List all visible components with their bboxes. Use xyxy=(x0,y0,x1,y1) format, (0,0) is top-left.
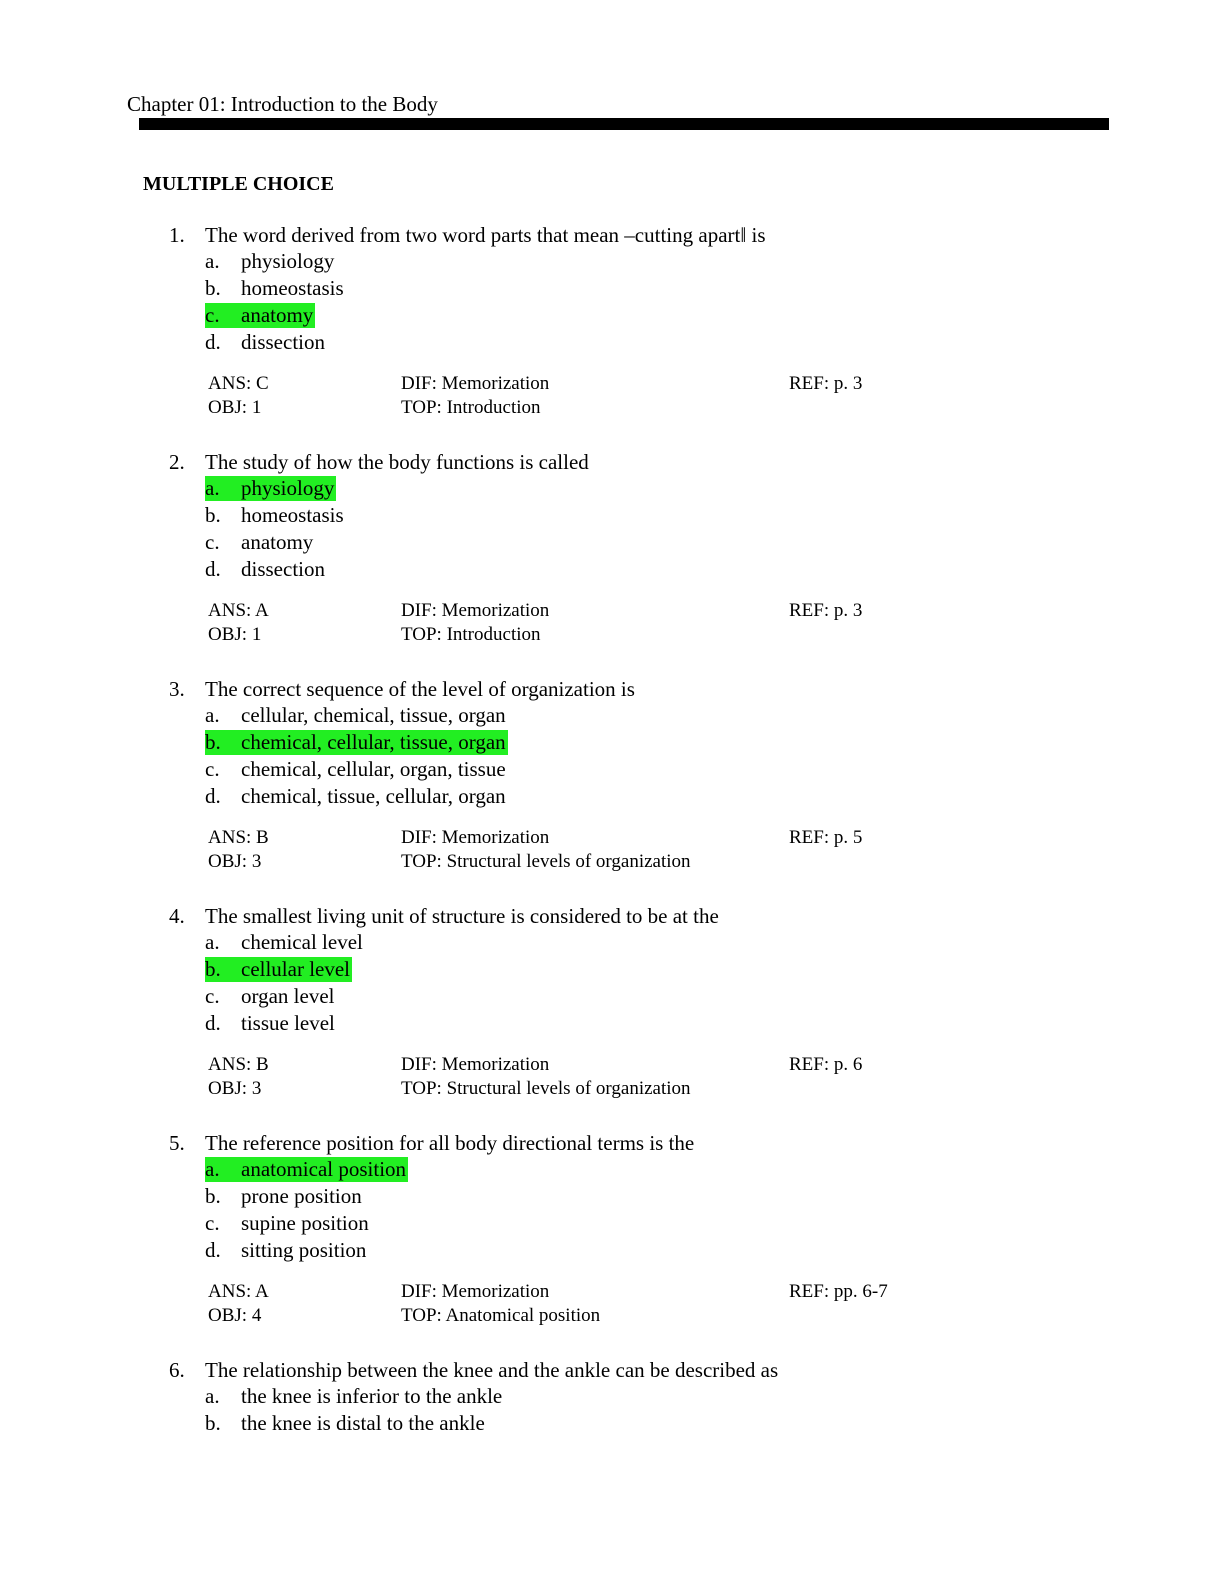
question-stem: The word derived from two word parts that mean –cutting apart‖ is xyxy=(205,223,766,247)
answer-metadata xyxy=(0,372,1224,420)
difficulty: DIF: Memorization xyxy=(401,1054,550,1075)
topic: TOP: Introduction xyxy=(401,397,541,418)
correct-answer-highlight xyxy=(205,303,315,328)
question-3 xyxy=(0,676,1224,903)
option-letter: b. xyxy=(205,1411,221,1435)
option-letter: a. xyxy=(205,249,220,273)
option-text: organ level xyxy=(241,984,335,1008)
option-letter: b. xyxy=(205,503,221,527)
answer-metadata xyxy=(0,826,1224,874)
answer-option xyxy=(205,757,1224,784)
answer-options xyxy=(205,476,1224,584)
page-title: Chapter 01: Introduction to the Body xyxy=(127,92,438,116)
option-text: anatomical position xyxy=(241,1157,407,1181)
option-text: chemical level xyxy=(241,930,363,954)
difficulty: DIF: Memorization xyxy=(401,1281,550,1302)
answer-options xyxy=(205,1384,1224,1438)
answer-key: ANS: B xyxy=(208,827,269,848)
answer-option xyxy=(205,303,1224,330)
question-number: 4. xyxy=(169,904,185,928)
option-letter: d. xyxy=(205,330,221,354)
option-letter: b. xyxy=(205,957,221,981)
question-stem: The correct sequence of the level of organization is xyxy=(205,677,635,701)
difficulty: DIF: Memorization xyxy=(401,600,550,621)
topic: TOP: Anatomical position xyxy=(401,1305,601,1326)
option-text: sitting position xyxy=(241,1238,367,1262)
objective: OBJ: 3 xyxy=(208,851,262,872)
answer-options xyxy=(205,930,1224,1038)
answer-option xyxy=(205,957,1224,984)
option-text: the knee is distal to the ankle xyxy=(241,1411,485,1435)
objective: OBJ: 3 xyxy=(208,1078,262,1099)
answer-option xyxy=(205,330,1224,357)
answer-option-text xyxy=(205,249,336,274)
answer-options xyxy=(205,1157,1224,1265)
answer-option xyxy=(205,703,1224,730)
answer-key: ANS: A xyxy=(208,1281,269,1302)
answer-metadata xyxy=(0,1280,1224,1328)
correct-answer-highlight xyxy=(205,476,336,501)
answer-option-text xyxy=(205,1184,364,1209)
answer-option-text xyxy=(205,703,508,728)
answer-option xyxy=(205,1384,1224,1411)
option-text: dissection xyxy=(241,330,325,354)
option-text: tissue level xyxy=(241,1011,335,1035)
question-5 xyxy=(0,1130,1224,1357)
option-letter: b. xyxy=(205,1184,221,1208)
answer-option xyxy=(205,276,1224,303)
option-letter: c. xyxy=(205,1211,220,1235)
question-2 xyxy=(0,449,1224,676)
question-stem: The reference position for all body directional terms is the xyxy=(205,1131,695,1155)
question-stem: The relationship between the knee and the ankle can be described as xyxy=(205,1358,779,1382)
answer-option-text xyxy=(205,784,508,809)
correct-answer-highlight xyxy=(205,730,508,755)
answer-option xyxy=(205,557,1224,584)
topic: TOP: Structural levels of organization xyxy=(401,1078,691,1099)
answer-option-text xyxy=(205,1384,504,1409)
answer-option-text xyxy=(205,984,337,1009)
answer-option-text xyxy=(205,330,327,355)
option-text: anatomy xyxy=(241,530,314,554)
answer-option xyxy=(205,984,1224,1011)
answer-option xyxy=(205,1011,1224,1038)
option-text: anatomy xyxy=(241,303,314,327)
title-rule xyxy=(139,118,1109,130)
option-text: cellular level xyxy=(241,957,351,981)
option-text: supine position xyxy=(241,1211,369,1235)
answer-option xyxy=(205,784,1224,811)
answer-key: ANS: A xyxy=(208,600,269,621)
option-letter: c. xyxy=(205,757,220,781)
page-reference: REF: pp. 6-7 xyxy=(789,1281,888,1302)
option-letter: a. xyxy=(205,1384,220,1408)
page-reference: REF: p. 3 xyxy=(789,600,863,621)
option-text: homeostasis xyxy=(241,503,344,527)
question-stem: The study of how the body functions is called xyxy=(205,450,589,474)
question-stem: The smallest living unit of structure is considered to be at the xyxy=(205,904,719,928)
question-4 xyxy=(0,903,1224,1130)
correct-answer-highlight xyxy=(205,957,352,982)
answer-option xyxy=(205,1157,1224,1184)
option-letter: b. xyxy=(205,730,221,754)
answer-option-text xyxy=(205,1238,368,1263)
option-text: chemical, cellular, organ, tissue xyxy=(241,757,506,781)
option-letter: c. xyxy=(205,984,220,1008)
option-letter: d. xyxy=(205,1011,221,1035)
objective: OBJ: 4 xyxy=(208,1305,262,1326)
option-letter: a. xyxy=(205,476,220,500)
question-number: 2. xyxy=(169,450,185,474)
answer-option-text xyxy=(205,276,346,301)
answer-option-text xyxy=(205,1011,337,1036)
question-6 xyxy=(0,1357,1224,1438)
option-letter: a. xyxy=(205,930,220,954)
option-text: physiology xyxy=(241,476,335,500)
section-title: MULTIPLE CHOICE xyxy=(143,173,334,195)
answer-option-text xyxy=(205,503,346,528)
option-letter: d. xyxy=(205,784,221,808)
question-number: 6. xyxy=(169,1358,185,1382)
option-text: the knee is inferior to the ankle xyxy=(241,1384,503,1408)
page-reference: REF: p. 5 xyxy=(789,827,863,848)
option-text: chemical, cellular, tissue, organ xyxy=(241,730,506,754)
option-letter: d. xyxy=(205,1238,221,1262)
answer-option xyxy=(205,503,1224,530)
answer-option-text xyxy=(205,557,327,582)
objective: OBJ: 1 xyxy=(208,397,262,418)
question-1 xyxy=(0,222,1224,449)
answer-metadata xyxy=(0,599,1224,647)
answer-option-text xyxy=(205,1411,487,1436)
answer-key: ANS: C xyxy=(208,373,269,394)
difficulty: DIF: Memorization xyxy=(401,373,550,394)
answer-option-text xyxy=(205,930,365,955)
question-number: 1. xyxy=(169,223,185,247)
answer-key: ANS: B xyxy=(208,1054,269,1075)
answer-option xyxy=(205,730,1224,757)
option-letter: a. xyxy=(205,703,220,727)
page-reference: REF: p. 3 xyxy=(789,373,863,394)
question-list xyxy=(0,222,1224,1438)
difficulty: DIF: Memorization xyxy=(401,827,550,848)
answer-option xyxy=(205,1184,1224,1211)
answer-option xyxy=(205,1211,1224,1238)
question-number: 3. xyxy=(169,677,185,701)
option-text: cellular, chemical, tissue, organ xyxy=(241,703,506,727)
answer-option xyxy=(205,1411,1224,1438)
option-letter: a. xyxy=(205,1157,220,1181)
answer-option-text xyxy=(205,1211,371,1236)
option-text: homeostasis xyxy=(241,276,344,300)
option-text: prone position xyxy=(241,1184,362,1208)
option-letter: b. xyxy=(205,276,221,300)
correct-answer-highlight xyxy=(205,1157,408,1182)
answer-option xyxy=(205,930,1224,957)
answer-options xyxy=(205,703,1224,811)
option-letter: c. xyxy=(205,530,220,554)
option-text: physiology xyxy=(241,249,335,273)
question-number: 5. xyxy=(169,1131,185,1155)
option-letter: c. xyxy=(205,303,220,327)
answer-option-text xyxy=(205,530,315,555)
page-reference: REF: p. 6 xyxy=(789,1054,863,1075)
option-letter: d. xyxy=(205,557,221,581)
objective: OBJ: 1 xyxy=(208,624,262,645)
topic: TOP: Structural levels of organization xyxy=(401,851,691,872)
answer-option xyxy=(205,530,1224,557)
answer-metadata xyxy=(0,1053,1224,1101)
answer-options xyxy=(205,249,1224,357)
option-text: dissection xyxy=(241,557,325,581)
answer-option xyxy=(205,249,1224,276)
option-text: chemical, tissue, cellular, organ xyxy=(241,784,506,808)
answer-option-text xyxy=(205,757,508,782)
topic: TOP: Introduction xyxy=(401,624,541,645)
answer-option xyxy=(205,476,1224,503)
answer-option xyxy=(205,1238,1224,1265)
